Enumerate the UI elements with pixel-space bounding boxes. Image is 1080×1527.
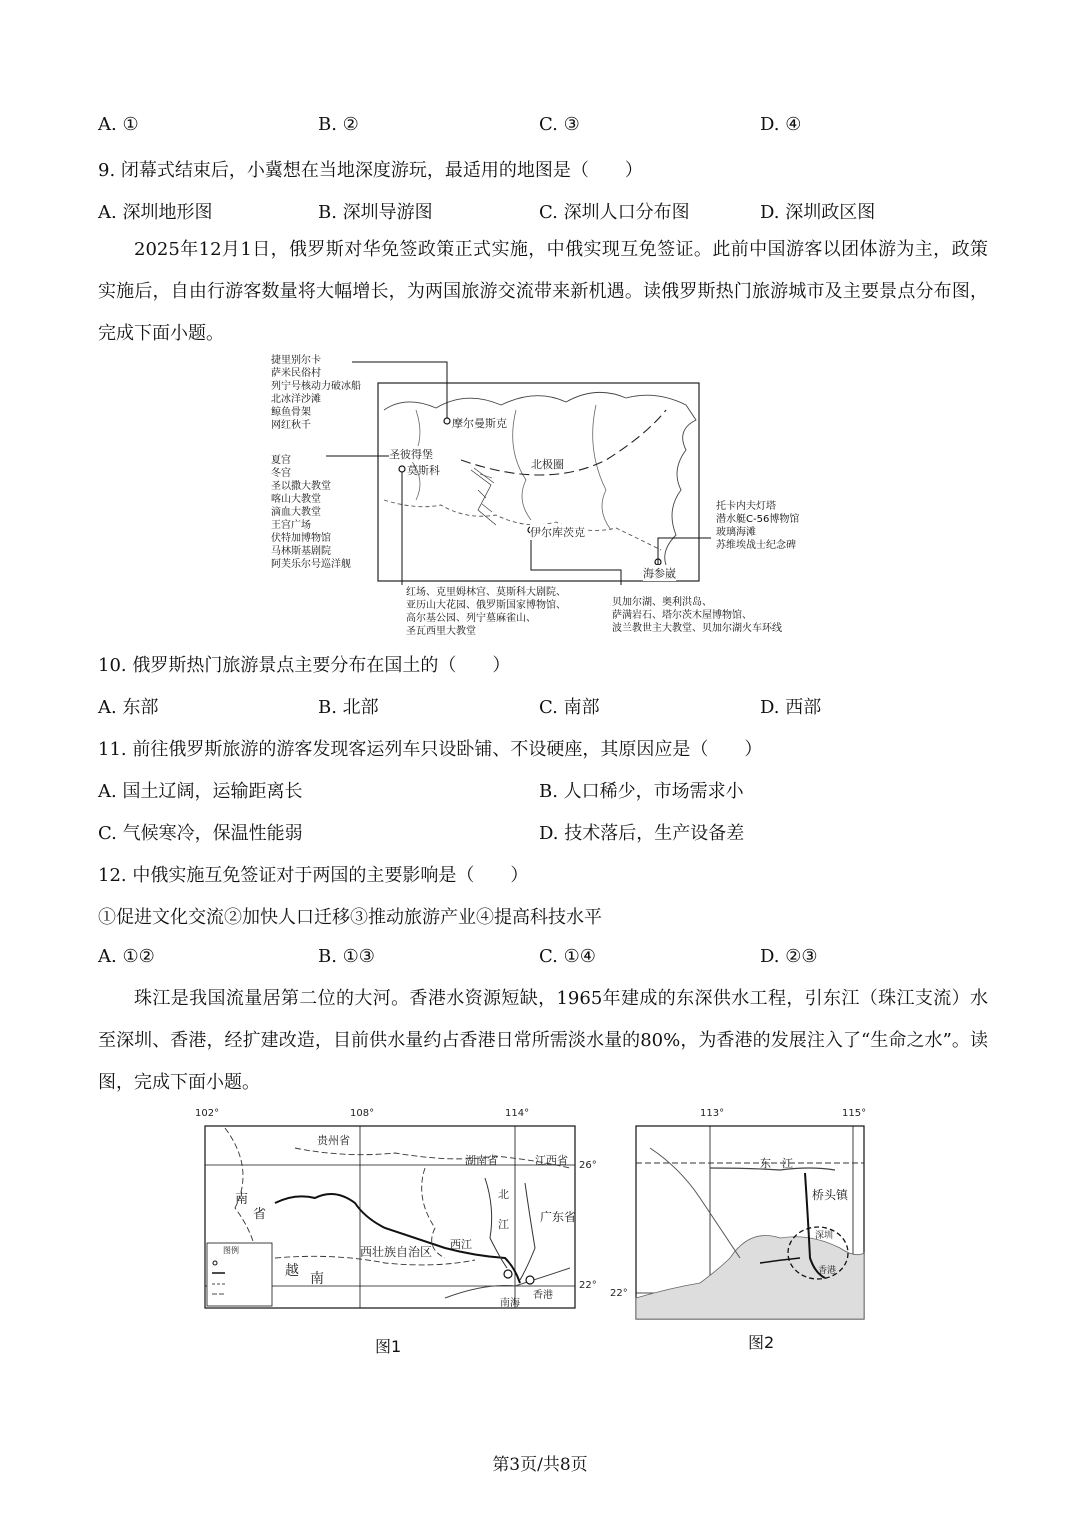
fig2-qiaotou: 桥头镇 xyxy=(812,1188,849,1202)
fig1-nanhai: 南海 xyxy=(500,1298,520,1309)
attraction-item: 苏维埃战士纪念碑 xyxy=(716,540,796,551)
attraction-item: 滴血大教堂 xyxy=(271,507,321,518)
russia-map-figure xyxy=(266,350,816,640)
fig1-legend-title: 图例 xyxy=(223,1246,239,1255)
fig2-lon-115: 115° xyxy=(842,1108,867,1119)
fig2-dongjiang: 东 江 xyxy=(760,1157,793,1170)
city-label-moscow: 莫斯科 xyxy=(407,464,440,477)
city-label-irkutsk: 伊尔库茨克 xyxy=(530,526,585,539)
q12-option-c: C. ①④ xyxy=(539,946,596,967)
fig1-hongkong: 香港 xyxy=(533,1290,553,1301)
irkutsk-attractions xyxy=(612,596,782,635)
page-footer: 第3页/共8页 xyxy=(492,1455,588,1475)
fig1-xijiang: 西江 xyxy=(450,1238,472,1251)
q12-option-a: A. ①② xyxy=(98,946,155,967)
figure-2 xyxy=(610,1108,880,1358)
attraction-item: 北冰洋沙滩 xyxy=(271,394,321,405)
q8-option-c: C. ③ xyxy=(539,114,580,135)
q10-option-b: B. 北部 xyxy=(318,697,379,718)
attraction-item: 捷里别尔卡 xyxy=(271,355,321,366)
fig1-yunnan-2: 省 xyxy=(253,1207,267,1222)
attraction-item: 网红秋千 xyxy=(271,420,311,431)
fig2-hongkong: 香港 xyxy=(818,1266,837,1276)
figure-2-map xyxy=(610,1108,880,1328)
attraction-item: 萨满岩石、塔尔茨木屋博物馆、 xyxy=(612,610,752,621)
fig1-vietnam: 越 xyxy=(285,1263,299,1279)
vladivostok-attractions xyxy=(716,500,799,552)
fig2-shenzhen: 深圳 xyxy=(815,1231,834,1241)
q8-option-a: A. ① xyxy=(98,114,139,135)
attraction-item: 贝加尔湖、奥利洪岛、 xyxy=(612,597,712,608)
q9-option-d: D. 深圳政区图 xyxy=(760,202,876,223)
attraction-item: 红场、克里姆林宫、莫斯科大剧院、 xyxy=(406,587,566,598)
attraction-item: 鲸鱼骨架 xyxy=(271,407,311,418)
q10-option-d: D. 西部 xyxy=(760,697,822,718)
q12-option-d: D. ②③ xyxy=(760,946,818,967)
fig1-jiang: 江 xyxy=(498,1218,509,1231)
attraction-item: 列宁号核动力破冰船 xyxy=(271,381,361,392)
attraction-item: 圣以撒大教堂 xyxy=(271,481,331,492)
figure-1-caption: 图1 xyxy=(375,1337,402,1356)
attraction-item: 喀山大教堂 xyxy=(271,494,321,505)
murmansk-attractions xyxy=(271,354,361,432)
arctic-circle-label: 北极圈 xyxy=(531,458,564,471)
city-label-stpete: 圣彼得堡 xyxy=(389,448,433,461)
q12-option-b: B. ①③ xyxy=(318,946,375,967)
city-label-murmansk: 摩尔曼斯克 xyxy=(452,417,507,430)
q8-option-b: B. ② xyxy=(318,114,359,135)
passage-russia: 2025年12月1日，俄罗斯对华免签政策正式实施，中俄实现互免签证。此前中国游客以团体游为主，政策实施后，自由行游客数量将大幅增长，为两国旅游交流带来新机遇。读俄罗斯热门旅游城市及主要景点分布图，完成下面小题。 xyxy=(98,239,988,344)
fig1-lon-108: 108° xyxy=(350,1108,375,1119)
q11-option-d: D. 技术落后，生产设备差 xyxy=(539,823,745,844)
fig2-lat-22: 22° xyxy=(610,1288,628,1299)
q11-option-b: B. 人口稀少，市场需求小 xyxy=(539,781,744,802)
stpete-attractions xyxy=(271,454,351,571)
attraction-item: 波兰教世主大教堂、贝加尔湖火车环线 xyxy=(612,623,782,634)
attraction-item: 潜水艇C-56博物馆 xyxy=(716,514,800,525)
fig1-lon-114: 114° xyxy=(505,1108,530,1119)
fig1-lat-26: 26° xyxy=(579,1160,597,1171)
attraction-item: 亚历山大花园、俄罗斯国家博物馆、 xyxy=(406,600,566,611)
figure-1 xyxy=(195,1108,605,1358)
fig1-beijiang: 北 xyxy=(498,1188,509,1201)
fig1-jiangxi: 江西省 xyxy=(535,1154,568,1167)
q8-option-d: D. ④ xyxy=(760,114,802,135)
attraction-item: 冬宫 xyxy=(271,468,291,479)
q9-option-a: A. 深圳地形图 xyxy=(98,202,213,223)
attraction-item: 萨米民俗村 xyxy=(271,368,321,379)
fig1-hunan: 湖南省 xyxy=(465,1154,498,1167)
q9-option-c: C. 深圳人口分布图 xyxy=(539,202,690,223)
fig1-lon-102: 102° xyxy=(195,1108,220,1119)
moscow-attractions xyxy=(406,586,566,638)
attraction-item: 高尔基公园、列宁墓麻雀山、 xyxy=(406,613,536,624)
q10-stem: 10. 俄罗斯热门旅游景点主要分布在国土的（ ） xyxy=(98,655,511,676)
attraction-item: 托卡内夫灯塔 xyxy=(716,501,776,512)
fig1-guangdong: 广东省 xyxy=(540,1210,577,1224)
q11-stem: 11. 前往俄罗斯旅游的游客发现客运列车只设卧铺、不设硬座，其原因应是（ ） xyxy=(98,739,763,760)
q10-option-c: C. 南部 xyxy=(539,697,600,718)
attraction-item: 圣瓦西里大教堂 xyxy=(406,626,476,637)
attraction-item: 马林斯基剧院 xyxy=(271,546,331,557)
q12-statements: ①促进文化交流②加快人口迁移③推动旅游产业④提高科技水平 xyxy=(98,907,602,928)
city-label-vladivostok: 海参崴 xyxy=(643,567,676,580)
fig1-guizhou: 贵州省 xyxy=(317,1134,350,1147)
attraction-item: 伏特加博物馆 xyxy=(271,533,331,544)
attraction-item: 王宫广场 xyxy=(271,520,311,531)
attraction-item: 夏宫 xyxy=(271,455,291,466)
q10-option-a: A. 东部 xyxy=(98,697,159,718)
q11-option-c: C. 气候寒冷，保温性能弱 xyxy=(98,823,303,844)
figure-2-caption: 图2 xyxy=(748,1333,775,1352)
q11-option-a: A. 国土辽阔，运输距离长 xyxy=(98,781,303,802)
fig1-vietnam-2: 南 xyxy=(310,1271,324,1287)
fig2-lon-113: 113° xyxy=(700,1108,725,1119)
attraction-item: 玻璃海滩 xyxy=(716,527,756,538)
fig1-lat-22: 22° xyxy=(579,1280,597,1291)
fig1-yunnan: 南 xyxy=(235,1192,249,1207)
q9-stem: 9. 闭幕式结束后，小冀想在当地深度游玩，最适用的地图是（ ） xyxy=(98,160,643,181)
q12-stem: 12. 中俄实施互免签证对于两国的主要影响是（ ） xyxy=(98,865,529,886)
attraction-item: 阿芙乐尔号巡洋舰 xyxy=(271,559,351,570)
q9-option-b: B. 深圳导游图 xyxy=(318,202,433,223)
passage-pearl-river: 珠江是我国流量居第二位的大河。香港水资源短缺，1965年建成的东深供水工程，引东江（珠江支流）水至深圳、香港，经扩建改造，目前供水量约占香港日常所需淡水量的80%，为香港的发展注入了“生命之水”。读图，完成下面小题。 xyxy=(98,988,988,1093)
fig1-guangxi: 西壮族自治区 xyxy=(360,1245,433,1259)
